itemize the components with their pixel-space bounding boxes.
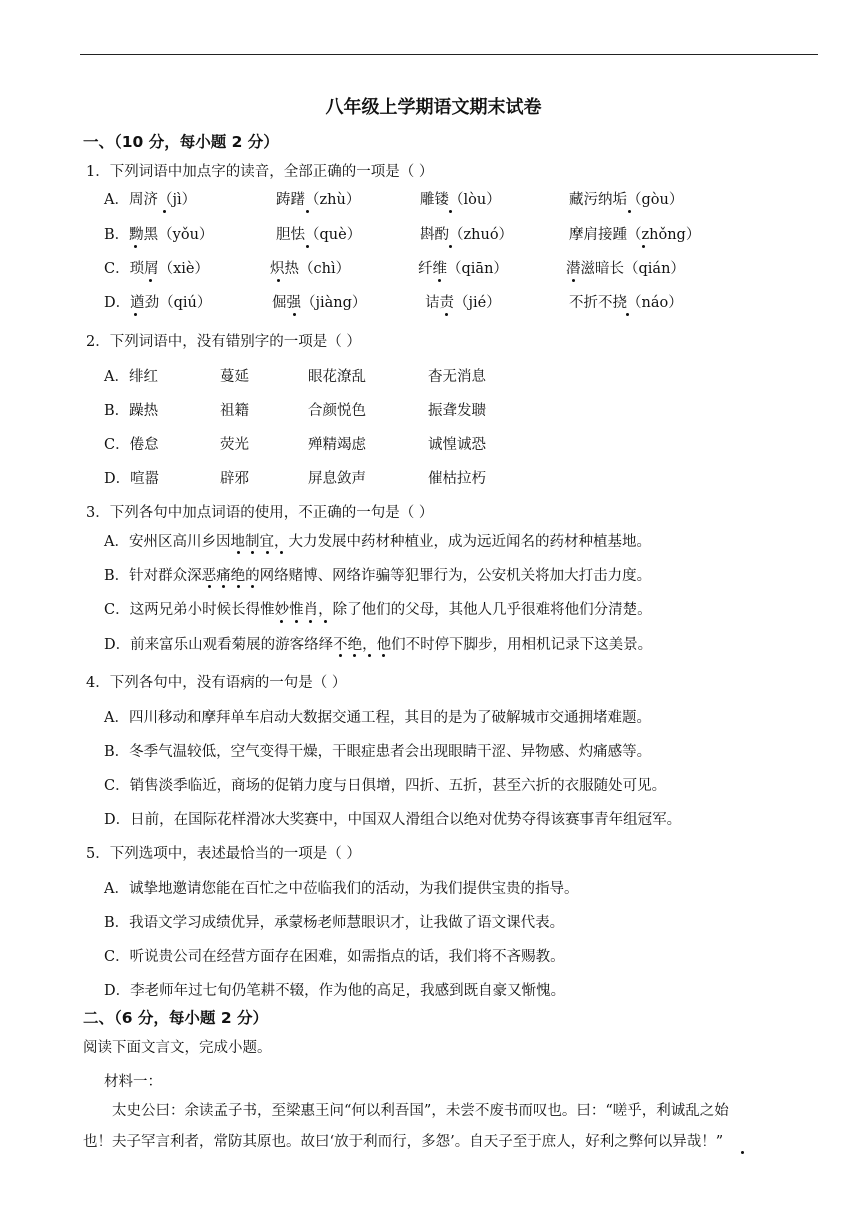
option-b4: 摩肩接踵（zhǒng） [569,227,701,243]
emphasis-dot [280,551,283,554]
option-c1: C．倦怠 [104,437,159,453]
section-2-heading: 二、（6 分，每小题 2 分） [83,1009,269,1027]
option-b3: 斟酌（zhuó） [420,227,514,243]
option-c1: C．琐屑（xiè） [104,261,209,277]
question-3-stem: 3．下列各句中加点词语的使用，不正确的一句是（ ） [86,505,434,521]
option-a1: A．周济（jì） [104,192,197,208]
option-c2: 荧光 [220,437,249,453]
emphasis-dot [237,551,240,554]
emphasis-dot [626,313,629,316]
emphasis-dot [134,313,137,316]
option-a1: A．绯红 [104,369,158,385]
emphasis-dot [449,245,452,248]
reading-instruction: 阅读下面文言文，完成小题。 [83,1040,272,1056]
emphasis-dot [438,279,441,282]
option-c3: 纤维（qiān） [418,261,508,277]
option-a: A．安州区高川乡因地制宜，大力发展中药材种植业，成为远近闻名的药材种植基地。 [104,534,651,550]
emphasis-dot [306,210,309,213]
option-a3: 眼花潦乱 [308,369,366,385]
option-b1: B．躁热 [104,403,159,419]
option-d4: 催枯拉朽 [428,471,486,487]
emphasis-dot [208,585,211,588]
emphasis-dot [266,551,269,554]
emphasis-dot [277,279,280,282]
option-d: D．李老师年过七旬仍笔耕不辍，作为他的高足，我感到既自豪又惭愧。 [104,983,566,999]
option-c: C．听说贵公司在经营方面存在困难，如需指点的话，我们将不吝赐教。 [104,949,565,965]
emphasis-dot [149,279,152,282]
option-b1: B．黝黑（yǒu） [104,227,214,243]
option-b2: 胆怯（què） [276,227,362,243]
option-c: C．销售淡季临近，商场的促销力度与日俱增，四折、五折，甚至六折的衣服随处可见。 [104,778,667,794]
emphasis-dot [306,245,309,248]
option-a2: 蔓延 [220,369,249,385]
material-label: 材料一： [104,1074,162,1090]
option-a4: 藏污纳垢（gòu） [569,192,684,208]
emphasis-dot [293,313,296,316]
page-title: 八年级上学期语文期末试卷 [325,97,542,118]
header-rule [80,54,818,55]
option-a: A．诚挚地邀请您能在百忙之中莅临我们的活动，为我们提供宝贵的指导。 [104,881,579,897]
option-c: C．这两兄弟小时候长得惟妙惟肖，除了他们的父母，其他人几乎很难将他们分清楚。 [104,602,652,618]
emphasis-dot [163,210,166,213]
option-d4: 不折不挠（náo） [569,295,683,311]
option-c4: 潜滋暗长（qián） [566,261,685,277]
emphasis-dot [324,620,327,623]
option-d1: D．遒劲（qiú） [104,295,212,311]
option-b: B．冬季气温较低，空气变得干燥，干眼症患者会出现眼睛干涩、异物感、灼痛感等。 [104,744,652,760]
emphasis-dot [741,1151,744,1154]
emphasis-dot [222,585,225,588]
emphasis-dot [251,585,254,588]
option-a: A．四川移动和摩拜单车启动大数据交通工程，其目的是为了破解城市交通拥堵难题。 [104,710,651,726]
option-d1: D．喧嚣 [104,471,160,487]
option-b: B．针对群众深恶痛绝的网络赌博、网络诈骗等犯罪行为，公安机关将加大打击力度。 [104,568,652,584]
passage-line: 太史公曰：余读孟子书，至梁惠王问“何以利吾国”，未尝不废书而叹也。曰：“嗟乎，利诚乱之始 [112,1103,729,1119]
option-a3: 雕镂（lòu） [420,192,501,208]
emphasis-dot [295,620,298,623]
emphasis-dot [251,551,254,554]
question-5-stem: 5．下列选项中，表述最恰当的一项是（ ） [86,846,361,862]
emphasis-dot [642,245,645,248]
option-d3: 屏息敛声 [308,471,366,487]
option-b3: 合颜悦色 [308,403,366,419]
option-d: D．前来富乐山观看菊展的游客络绎不绝，他们不时停下脚步，用相机记录下这美景。 [104,637,653,653]
option-a4: 杳无消息 [428,369,486,385]
emphasis-dot [309,620,312,623]
emphasis-dot [353,654,356,657]
emphasis-dot [628,210,631,213]
emphasis-dot [572,279,575,282]
option-c3: 殚精竭虑 [308,437,366,453]
section-1-heading: 一、（10 分，每小题 2 分） [83,133,279,151]
emphasis-dot [382,654,385,657]
option-b2: 祖籍 [220,403,249,419]
option-d3: 诘责（jié） [425,295,501,311]
option-b: B．我语文学习成绩优异，承蒙杨老师慧眼识才，让我做了语文课代表。 [104,915,565,931]
emphasis-dot [445,313,448,316]
emphasis-dot [134,245,137,248]
emphasis-dot [339,654,342,657]
option-a2: 踌躇（zhù） [276,192,361,208]
option-d2: 辟邪 [220,471,249,487]
option-d2: 倔强（jiàng） [272,295,367,311]
option-c4: 诚惶诚恐 [428,437,486,453]
emphasis-dot [280,620,283,623]
question-4-stem: 4．下列各句中，没有语病的一句是（ ） [86,675,347,691]
option-d: D．日前，在国际花样滑冰大奖赛中，中国双人滑组合以绝对优势夺得该赛事青年组冠军。 [104,812,682,828]
passage-line: 也！夫子罕言利者，常防其原也。故曰‘放于利而行，多怨’。自天子至于庶人，好利之弊何以异哉！” [83,1134,724,1150]
emphasis-dot [368,654,371,657]
question-1-stem: 1．下列词语中加点字的读音，全部正确的一项是（ ） [86,164,434,180]
option-b4: 振聋发聩 [428,403,486,419]
emphasis-dot [449,210,452,213]
emphasis-dot [237,585,240,588]
option-c2: 炽热（chì） [270,261,351,277]
question-2-stem: 2．下列词语中，没有错别字的一项是（ ） [86,334,361,350]
